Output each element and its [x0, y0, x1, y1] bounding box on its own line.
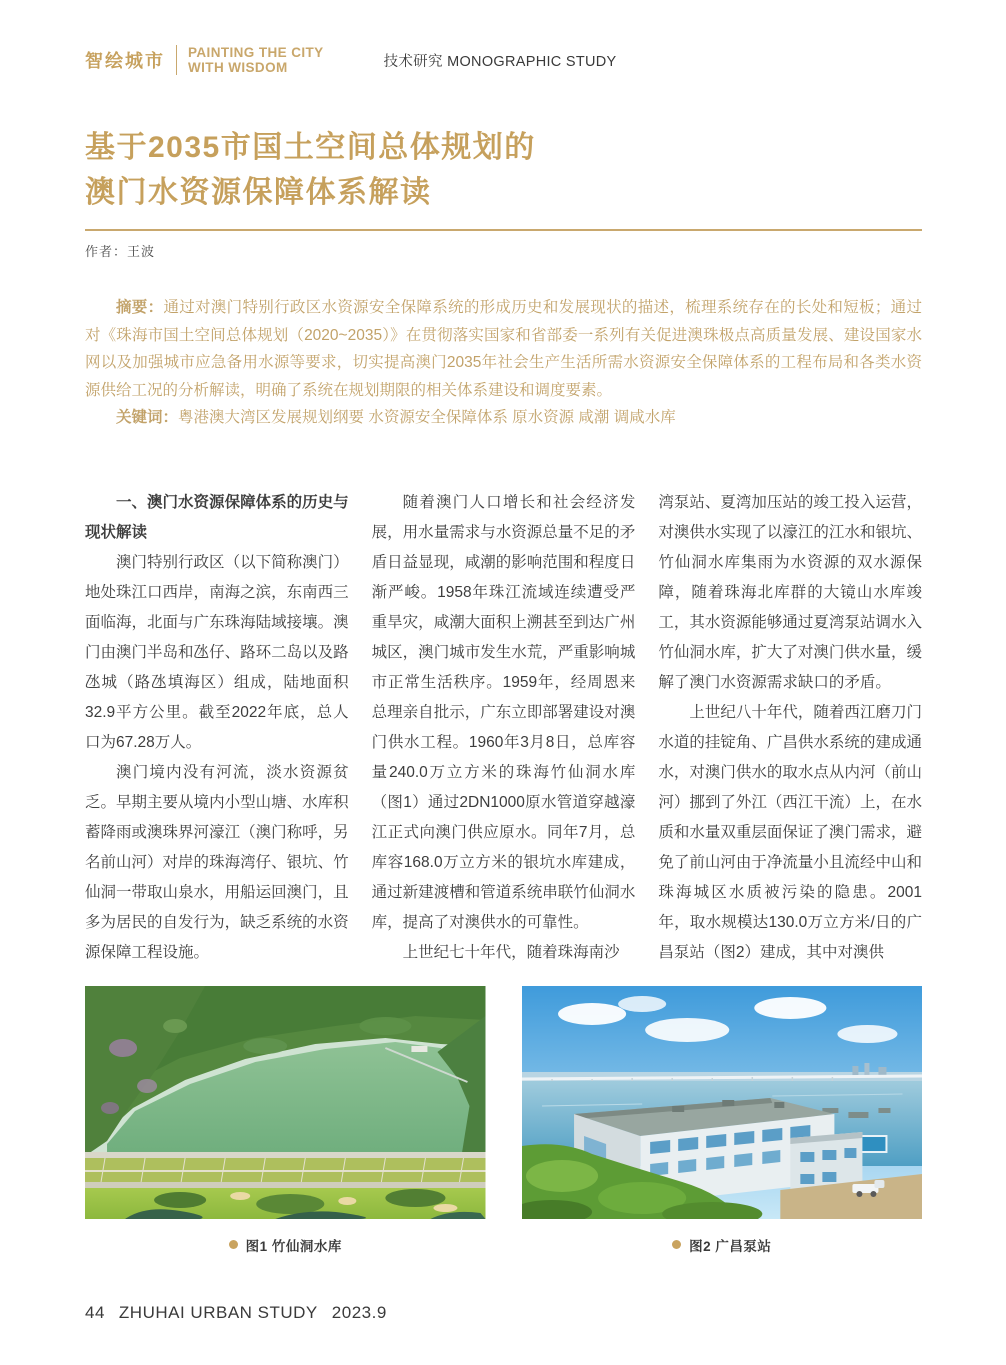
article-title-block: [85, 125, 922, 231]
body-paragraph: 澳门特别行政区（以下简称澳门）地处珠江口西岸，南海之滨，东南西三面临海，北面与广东珠海陆域接壤。澳门由澳门半岛和氹仔、路环二岛以及路氹城（路氹填海区）组成，陆地面积32.9平方公里。截至2022年底，总人口为67.28万人。: [85, 553, 349, 751]
caption-bullet-icon: [672, 1240, 681, 1249]
page-number: 44: [85, 1303, 105, 1322]
keywords-text: 粤港澳大湾区发展规划纲要 水资源安全保障体系 原水资源 咸潮 调咸水库: [178, 409, 676, 426]
article-title-line2: 澳门水资源保障体系解读: [85, 176, 432, 209]
journal-logo-en: [188, 45, 324, 75]
author-line: 作者：王波: [85, 244, 156, 259]
figure1-caption-text: 图1 竹仙洞水库: [245, 1238, 342, 1254]
journal-name: ZHUHAI URBAN STUDY: [118, 1303, 318, 1322]
figures-row: [85, 986, 922, 1255]
body-column-1: [85, 488, 349, 968]
abstract-paragraph: [85, 294, 922, 404]
abstract-label: 摘要：: [116, 299, 164, 316]
journal-logo-en-line2: WITH WISDOM: [188, 60, 288, 75]
body-paragraph-continuation: 湾泵站、夏湾加压站的竣工投入运营，对澳供水实现了以濠江的江水和银坑、竹仙洞水库集雨为水资源的双水源保障，随着珠海北库群的大镜山水库竣工，其水资源能够通过夏湾泵站调水入竹仙洞水库，扩大了对澳门供水量，缓解了澳门水资源需求缺口的矛盾。: [658, 493, 922, 691]
abstract-text: 通过对澳门特别行政区水资源安全保障系统的形成历史和发展现状的描述，梳理系统存在的长处和短板；通过对《珠海市国土空间总体规划（2020~2035）》在贯彻落实国家和省部委一系列有关促进澳珠极点高质量发展、建设国家水网以及加强城市应急备用水源等要求，切实提高澳门2035年社会生产生活所需水资源安全保障体系的工程布局和各类水资源供给工况的分析解读，明确了系统在规划期限的相关体系建设和调度要素。: [85, 299, 922, 399]
keywords-label: 关键词：: [116, 409, 179, 426]
figure1-reservoir-photo: [85, 986, 486, 1219]
figure2-pump-station-photo: [522, 986, 923, 1219]
caption-bullet-icon: [229, 1240, 238, 1249]
body-columns: [85, 488, 922, 968]
body-column-3: [658, 488, 922, 968]
figure1-caption: [85, 1235, 486, 1255]
figure-1: [85, 986, 486, 1255]
body-paragraph: 上世纪七十年代，随着珠海南沙: [402, 943, 620, 961]
figure-2: [522, 986, 923, 1255]
page-header: [85, 45, 922, 75]
logo-divider: [176, 45, 177, 75]
journal-logo-en-line1: PAINTING THE CITY: [188, 45, 324, 60]
body-paragraph: 随着澳门人口增长和社会经济发展，用水量需求与水资源总量不足的矛盾日益显现，咸潮的影响范围和程度日渐严峻。1958年珠江流域连续遭受严重旱灾，咸潮大面积上溯甚至到达广州城区，澳门城市发生水荒，严重影响城市正常生活秩序。1959年，经周恩来总理亲自批示，广东立即部署建设对澳门供水工程。1960年3月8日，总库容量240.0万立方米的珠海竹仙洞水库（图1）通过2DN1000原水管道穿越濠江正式向澳门供应原水。同年7月，总库容168.0万立方米的银坑水库建成，通过新建渡槽和管道系统串联竹仙洞水库，提高了对澳供水的可靠性。: [371, 493, 636, 931]
issue-date: 2023.9: [331, 1303, 387, 1322]
keywords-paragraph: [85, 404, 922, 432]
section-heading: 一、澳门水资源保障体系的历史与现状解读: [85, 493, 349, 541]
figure2-caption-text: 图2 广昌泵站: [689, 1238, 772, 1254]
figure2-caption: [522, 1235, 923, 1255]
section-label: 技术研究 MONOGRAPHIC STUDY: [383, 53, 617, 70]
article-title-line1: 基于2035市国土空间总体规划的: [85, 131, 536, 164]
body-paragraph: 上世纪八十年代，随着西江磨刀门水道的挂锭角、广昌供水系统的建成通水，对澳门供水的取水点从内河（前山河）挪到了外江（西江干流）上，在水质和水量双重层面保证了澳门需求，避免了前山河由于净流量小且流经中山和珠海城区水质被污染的隐患。2001年，取水规模达130.0万立方米/日的广昌泵站（图2）建成，其中对澳供: [658, 703, 922, 961]
journal-logo-cn: 智绘城市: [85, 51, 165, 71]
body-paragraph: 澳门境内没有河流，淡水资源贫乏。早期主要从境内小型山塘、水库积蓄降雨或澳珠界河濠江（澳门称呼，另名前山河）对岸的珠海湾仔、银坑、竹仙洞一带取山泉水，用船运回澳门，且多为居民的自发行为，缺乏系统的水资源保障工程设施。: [85, 763, 349, 961]
body-column-2: [372, 488, 636, 968]
page-footer: [85, 1303, 387, 1323]
abstract-block: [85, 294, 922, 432]
